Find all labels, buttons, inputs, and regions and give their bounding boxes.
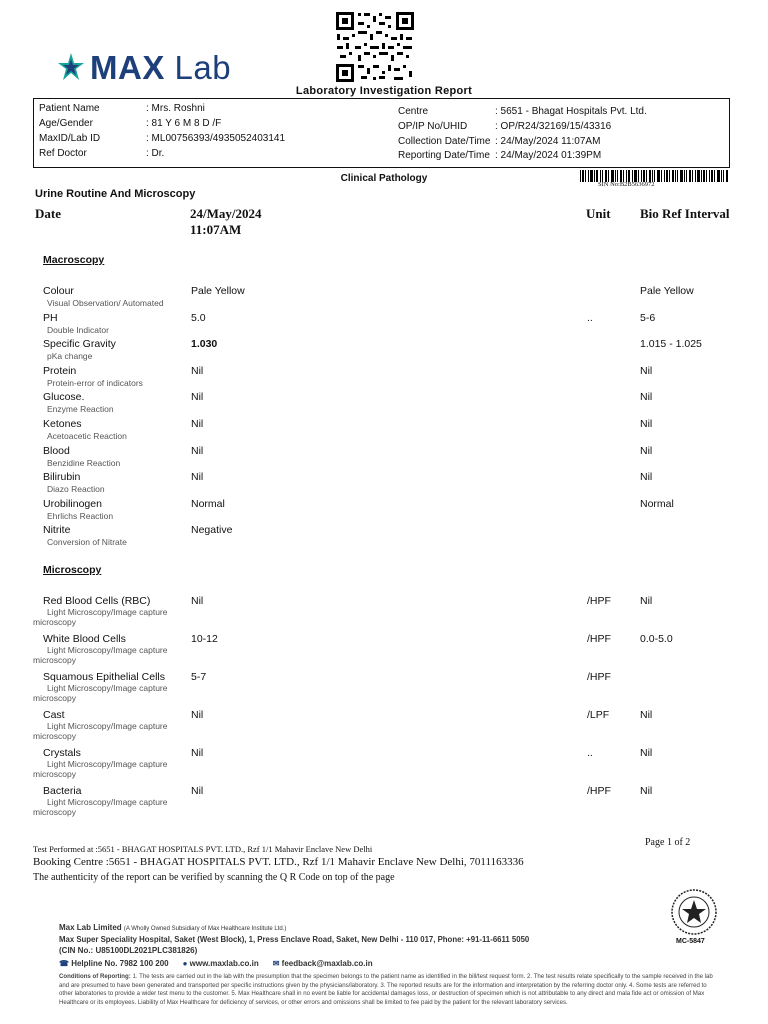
max-lab-logo: [58, 48, 231, 88]
test-parameter-name: Squamous Epithelial Cells: [43, 671, 165, 683]
ref-doctor-value: : Dr.: [146, 148, 165, 159]
test-result-value: Nil: [191, 747, 204, 759]
patient-name-value: : Mrs. Roshni: [146, 103, 205, 114]
test-ref-interval: 5-6: [640, 311, 656, 324]
test-ref-interval: Nil: [640, 709, 653, 721]
test-parameter-name: White Blood Cells: [43, 633, 126, 645]
test-method: Diazo Reaction: [47, 484, 105, 495]
mail-icon: ✉: [272, 959, 280, 968]
contact-line: [59, 959, 373, 968]
booking-centre: Booking Centre :5651 - BHAGAT HOSPITALS PVT. LTD., Rzf 1/1 Mahavir Enclave New Delhi, 7011163336: [33, 856, 524, 868]
max-star-icon: [58, 53, 84, 83]
test-ref-interval: Nil: [640, 444, 653, 457]
reporting-date-value: : 24/May/2024 01:39PM: [495, 150, 602, 161]
test-method: Light Microscopy/Image capture: [47, 721, 168, 731]
company-name: Max Lab Limited: [59, 923, 122, 932]
collection-date-label: Collection Date/Time: [398, 136, 491, 147]
test-result-value: Nil: [191, 595, 204, 607]
ref-interval-column-header: Bio Ref Interval: [640, 206, 730, 221]
email-link[interactable]: ✉ feedback@maxlab.co.in: [272, 959, 373, 968]
test-parameter-name: Nitrite: [43, 524, 71, 537]
test-parameter-name: Bacteria: [43, 785, 82, 797]
test-parameter-name: Urobilinogen: [43, 497, 102, 510]
test-method: pKa change: [47, 351, 93, 362]
test-ref-interval: Nil: [640, 747, 653, 759]
sin-number: SIN No:B2B5636972: [598, 181, 655, 188]
age-gender-label: Age/Gender: [39, 118, 93, 129]
uhid-value: : OP/R24/32169/15/43316: [495, 121, 612, 132]
company-note: (A Wholly Owned Subsidiary of Max Healthcare Institute Ltd.): [123, 926, 287, 932]
test-parameter-name: Ketones: [43, 418, 82, 430]
test-ref-interval: 0.0-5.0: [640, 633, 673, 645]
test-ref-interval: Nil: [640, 418, 653, 430]
test-ref-interval: Nil: [640, 471, 653, 484]
authenticity-note: The authenticity of the report can be verified by scanning the Q R Code on top of the page: [33, 872, 395, 883]
test-method: Light Microscopy/Image capture: [47, 645, 168, 655]
sample-time: 11:07AM: [190, 222, 242, 237]
test-method: microscopy: [33, 617, 76, 627]
date-column-header: Date: [35, 206, 61, 221]
ref-doctor-label: Ref Doctor: [39, 148, 87, 159]
conditions-text: 1. The tests are carried out in the lab with the presumption that the specimen belongs to the patient name as identified in the bill/test request form. 2. The test results relate specifically to the sample received in the lab and are presumed to have been generated and transported per specific instructions given by the physicians/laboratory. 3. The reported results are for the information and interpretation by the referring doctor only. 4. Some tests are referred to other laboratories to provide a wider test menu to the customer. 5. Max Healthcare shall in no event be liable for accidental damages loss, or destruction of specimen which is not attributable to any direct and mala fide act or omission of Max Healthcare or its employees. Liability of Max Healthcare for deficiency of services, or other errors and omissions shall be limited to fee paid by the patient for the relevant laboratory services.: [59, 973, 713, 1006]
test-ref-interval: Nil: [640, 364, 653, 377]
test-parameter-name: Specific Gravity: [43, 338, 116, 351]
test-parameter-name: Cast: [43, 709, 65, 721]
test-method: Light Microscopy/Image capture: [47, 607, 168, 617]
test-method: Acetoacetic Reaction: [47, 431, 127, 441]
test-parameter-name: Crystals: [43, 747, 81, 759]
test-name: Urine Routine And Microscopy: [35, 188, 196, 200]
test-parameter-name: Blood: [43, 444, 70, 457]
test-result-value: Normal: [191, 497, 225, 510]
test-ref-interval: Nil: [640, 595, 653, 607]
test-parameter-name: Colour: [43, 285, 74, 297]
test-performed-at: Test Performed at :5651 - BHAGAT HOSPITALS PVT. LTD., Rzf 1/1 Mahavir Enclave New Delhi: [33, 844, 373, 854]
unit-column-header: Unit: [586, 206, 611, 221]
test-method: Light Microscopy/Image capture: [47, 759, 168, 769]
report-title: Laboratory Investigation Report: [295, 85, 473, 97]
test-ref-interval: Nil: [640, 391, 653, 404]
phone-icon: ☎: [59, 959, 69, 968]
company-address: Max Super Speciality Hospital, Saket (West Block), 1, Press Enclave Road, Saket, New Delhi - 110 017, Phone: +91-11-6611 5050: [59, 935, 530, 944]
macroscopy-section-title: Macroscopy: [43, 254, 105, 266]
test-unit: /HPF: [587, 785, 611, 797]
page-number: Page 1 of 2: [645, 837, 691, 848]
conditions-of-reporting: [59, 973, 715, 1007]
test-method: microscopy: [33, 693, 76, 703]
qr-code-icon: [335, 11, 415, 83]
test-method: Conversion of Nitrate: [47, 537, 127, 548]
centre-label: Centre: [398, 106, 429, 117]
test-ref-interval: 1.015 - 1.025: [640, 338, 702, 351]
nabl-seal-icon: [670, 888, 718, 936]
test-unit: /HPF: [587, 633, 611, 645]
test-result-value: Nil: [191, 471, 204, 484]
test-parameter-name: PH: [43, 311, 58, 324]
test-method: microscopy: [33, 731, 76, 741]
brand-name: MAX Lab: [90, 49, 232, 86]
test-method: microscopy: [33, 769, 76, 779]
test-method: microscopy: [33, 807, 76, 817]
collection-date-value: : 24/May/2024 11:07AM: [495, 136, 601, 147]
lab-id-label: MaxID/Lab ID: [39, 133, 101, 144]
test-method: Protein-error of indicators: [47, 377, 143, 388]
lab-id-value: : ML00756393/4935052403141: [146, 133, 286, 144]
helpline-link[interactable]: ☎ Helpline No. 7982 100 200: [59, 959, 169, 968]
test-method: Enzyme Reaction: [47, 404, 114, 415]
test-result-value: 10-12: [191, 633, 218, 645]
test-method: Light Microscopy/Image capture: [47, 797, 168, 807]
test-method: Double Indicator: [47, 324, 109, 335]
test-ref-interval: Nil: [640, 785, 653, 797]
test-parameter-name: Red Blood Cells (RBC): [43, 595, 151, 607]
test-result-value: 5-7: [191, 671, 207, 683]
age-gender-value: : 81 Y 6 M 8 D /F: [146, 118, 222, 129]
test-result-value: Nil: [191, 709, 204, 721]
test-method: Ehrlichs Reaction: [47, 510, 114, 521]
patient-name-label: Patient Name: [39, 103, 100, 114]
centre-value: : 5651 - Bhagat Hospitals Pvt. Ltd.: [495, 106, 647, 117]
test-method: Light Microscopy/Image capture: [47, 683, 168, 693]
test-result-value: Nil: [191, 364, 204, 377]
test-result-value: Nil: [191, 418, 204, 430]
test-unit: ..: [587, 747, 593, 759]
test-result-value: 5.0: [191, 311, 206, 324]
test-ref-interval: Normal: [640, 497, 674, 510]
test-result-value: Pale Yellow: [191, 285, 245, 297]
test-result-value: 1.030: [191, 338, 218, 351]
sample-date: 24/May/2024: [190, 206, 262, 221]
conditions-title: Conditions of Reporting:: [59, 973, 131, 980]
company-line: [59, 923, 286, 932]
test-parameter-name: Glucose.: [43, 391, 85, 404]
test-result-value: Nil: [191, 391, 204, 404]
website-link[interactable]: ● www.maxlab.co.in: [182, 959, 259, 968]
test-method: Benzidine Reaction: [47, 457, 121, 468]
test-parameter-name: Bilirubin: [43, 471, 81, 484]
department-title: Clinical Pathology: [340, 173, 428, 184]
microscopy-section-title: Microscopy: [43, 564, 102, 576]
test-method: Visual Observation/ Automated: [47, 298, 164, 308]
company-cin: (CIN No.: U85100DL2021PLC381826): [59, 946, 198, 955]
test-result-value: Nil: [191, 785, 204, 797]
reporting-date-label: Reporting Date/Time: [398, 150, 490, 161]
test-result-value: Nil: [191, 444, 204, 457]
accreditation-code: MC-5847: [676, 938, 705, 945]
test-unit: /HPF: [587, 671, 611, 683]
test-unit: /HPF: [587, 595, 611, 607]
test-parameter-name: Protein: [43, 364, 77, 377]
globe-icon: ●: [182, 959, 188, 968]
test-ref-interval: Pale Yellow: [640, 285, 694, 297]
test-result-value: Negative: [191, 524, 233, 537]
test-unit: ..: [587, 311, 593, 324]
uhid-label: OP/IP No/UHID: [398, 121, 468, 132]
test-unit: /LPF: [587, 709, 610, 721]
test-method: microscopy: [33, 655, 76, 665]
